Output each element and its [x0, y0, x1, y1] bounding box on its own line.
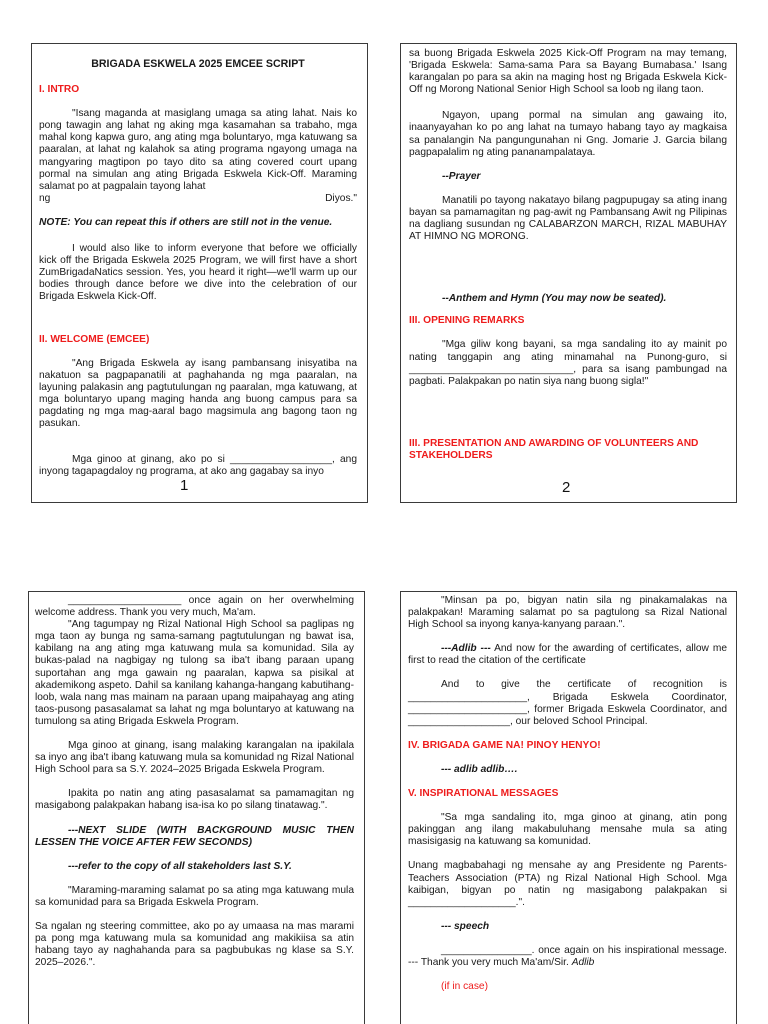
adlib-adlib-label: --- adlib adlib….	[441, 763, 518, 775]
anthem-intro: Manatili po tayong nakatayo bilang pagpupugay sa ating inang bayan sa pamamagitan ng pag-awit ng Pambansang Awit ng Pilipinas na dagliang susundan ng CALABARZON MARCH, RIZAL MABUHAY AT HIMNO NG MORONG.	[409, 194, 727, 243]
tagumpay-text: "Ang tagumpay ng Rizal National High School sa paglipas ng mga taon ay bunga ng sama-samang pagtutulungan ng bawat isa, kabilang na ang ating mga katuwang mula sa komunidad. Sila ay bukas-palad na nagbigay ng tulong sa iba't ibang paraan upang suportahan ang mga gawain ng paaralan, kapwa sa pisikal at akademikong aspeto. Dahil sa kanilang kahanga-hangang kabutihang-loob, wala nang mas mainam na paraan upang maipahayag ang ating taos-pusong pasasalamat sa lahat ng mga boluntaryo at katuwang na tumulong sa ating Brigada Eskwela Program.	[35, 619, 354, 727]
closing-paragraph	[408, 945, 727, 969]
opening-heading: III. OPENING REMARKS	[409, 315, 525, 327]
speech-label: --- speech	[441, 920, 490, 932]
intro-tail-left: ng	[39, 192, 51, 204]
thanks-text: ____________________ once again on her overwhelming welcome address. Thank you very much, Ma'am.	[35, 595, 354, 619]
page-number-1: 1	[180, 477, 189, 494]
script-page-1	[31, 43, 368, 503]
pta-text: Unang magbabahagi ng mensahe ay ang Presidente ng Parents-Teachers Association (PTA) ng Rizal National High School. Mga kaibigan, bigyan po natin ng masigabong palakpakan si ___________________.".	[408, 860, 727, 908]
prayer-label: --Prayer	[442, 170, 481, 182]
intro-tail-right: Diyos."	[325, 192, 357, 204]
adlib-label: ---Adlib ---	[441, 643, 491, 655]
script-page-4	[400, 591, 737, 1024]
note-text: NOTE: You can repeat this if others are still not in the venue.	[39, 216, 333, 228]
intro-tail	[39, 193, 357, 205]
script-page-2	[400, 43, 737, 503]
page-number-2: 2	[562, 479, 571, 496]
game-heading: IV. BRIGADA GAME NA! PINOY HENYO!	[408, 739, 601, 751]
document-title: BRIGADA ESKWELA 2025 EMCEE SCRIPT	[91, 58, 305, 70]
anthem-label: --Anthem and Hymn (You may now be seated).	[442, 293, 667, 305]
zumba-text: I would also like to inform everyone that before we officially kick off the Brigada Eskwela 2025 Program, we will first have a short ZumBrigadaNatics session. Yes, you heard it right—we'll warm up our bodies through dance before we dive into the celebration of our Brigada Eskwela Kick-Off.	[39, 243, 357, 303]
adlib-text: And now for the awarding of certificates, allow me first to read the citation of the certificate	[408, 643, 727, 667]
opening-text: "Mga giliw kong bayani, sa mga sandaling ito ay mainit po nating tanggapin ang ating minamahal na Punong-guro, si _____________________________, para sa isang pambungad na pagbati. Palakpakan po natin siya nang buong sigla!"	[409, 339, 727, 387]
pasasalamat-text: Ipakita po natin ang ating pasasalamat sa pamamagitan ng masigabong palakpakan habang isa-isa ko po silang tinatawag.".	[35, 788, 354, 812]
script-page-3	[28, 591, 365, 1024]
welcome-heading: II. WELCOME (EMCEE)	[39, 333, 150, 345]
adlib-paragraph	[408, 643, 727, 667]
closing-adlib: Adlib	[571, 956, 595, 968]
inspirational-heading: V. INSPIRATIONAL MESSAGES	[408, 788, 559, 800]
maraming-text: "Maraming-maraming salamat po sa ating mga katuwang mula sa komunidad para sa Brigada Eskwela Program.	[35, 884, 354, 908]
presentation-heading: III. PRESENTATION AND AWARDING OF VOLUNTEERS AND STAKEHOLDERS	[409, 437, 699, 461]
host-text: Mga ginoo at ginang, ako po si __________________, ang inyong tagapagdaloy ng programa, at ako ang gagabay sa inyo	[39, 454, 357, 478]
karangalan-text: Mga ginoo at ginang, isang malaking karangalan na ipakilala sa inyo ang iba't ibang katuwang mula sa komunidad ng Rizal National High School para sa S.Y. 2024–2025 Brigada Eskwela Program.	[35, 740, 354, 776]
intro-heading: I. INTRO	[39, 84, 80, 96]
steering-text: Sa ngalan ng steering committee, ako po ay umaasa na mas marami pa pong mga katuwang mula sa komunidad ang makikiisa sa atin habang tayo ay naghahanda para sa pagbubukas ng klase sa S.Y. 2025–2026.".	[35, 920, 354, 969]
inspirational-text: "Sa mga sandaling ito, mga ginoo at ginang, atin pong pakinggan ang ilang makabuluhang mensahe mula sa ating masisigasig na katuwang sa komunidad.	[408, 812, 727, 848]
intro-text: "Isang maganda at masiglang umaga sa ating lahat. Nais ko pong tawagin ang lahat ng aking mga kasamahan sa trabaho, mga mahal kong kapwa guro, ang ating mga boluntaryo, mga katuwang sa paaralan, at lahat ng kalahok sa ating programa ngayong umaga na mangyaring magtipon po tayo dito sa ating covered court upang pormal na simulan ang ating Brigada Eskwela Kick-Off. Maraming salamat po at pagpalain tayong lahat	[39, 108, 357, 192]
closing-text: ________________. once again on his inspirational message. --- Thank you very much Ma'am/Sir.	[408, 944, 727, 968]
if-in-case-label: (if in case)	[441, 981, 488, 993]
continued-text: sa buong Brigada Eskwela 2025 Kick-Off Program na may temang, 'Brigada Eskwela: Sama-sama Para sa Bayang Bumabasa.' Isang karangalan po para sa akin na maging host ng Brigada Eskwela Kick-Off ng Morong National Senior High School sa loob ng ilang taon.	[409, 48, 727, 96]
next-slide-label: ---NEXT SLIDE (WITH BACKGROUND MUSIC THEN LESSEN THE VOICE AFTER FEW SECONDS)	[35, 824, 354, 848]
welcome-text: "Ang Brigada Eskwela ay isang pambansang inisyatiba na nakatuon sa pagpapanatili at paghahanda ng mga paaralan, na layuning palakasin ang pagtutulungan ng paaralan, mga katuwang, at mga boluntaryo upang maging handa ang buong campus para sa pagdating ng mga mag-aaral bago magsimula ang bagong taon ng pasukan.	[39, 357, 357, 430]
minsan-text: "Minsan pa po, bigyan natin sila ng pinakamalakas na palakpakan! Maraming salamat po sa pagtulong sa Rizal National High School sa inyong kanya-kanyang paraan.".	[408, 595, 727, 631]
refer-label: ---refer to the copy of all stakeholders last S.Y.	[68, 860, 292, 872]
certificate-text: And to give the certificate of recognition is _____________________, Brigada Eskwela Coordinator, _____________________, former Brigada Eskwela Coordinator, and __________________, our beloved School Principal.	[408, 679, 727, 727]
prayer-intro: Ngayon, upang pormal na simulan ang gawaing ito, inaanyayahan ko po ang lahat na tumayo habang tayo ay magkaisa sa panalangin Na pangungunahan ni Gng. Jomarie J. Garcia bilang pagpapalalim ng ating pananampalataya.	[409, 110, 727, 158]
